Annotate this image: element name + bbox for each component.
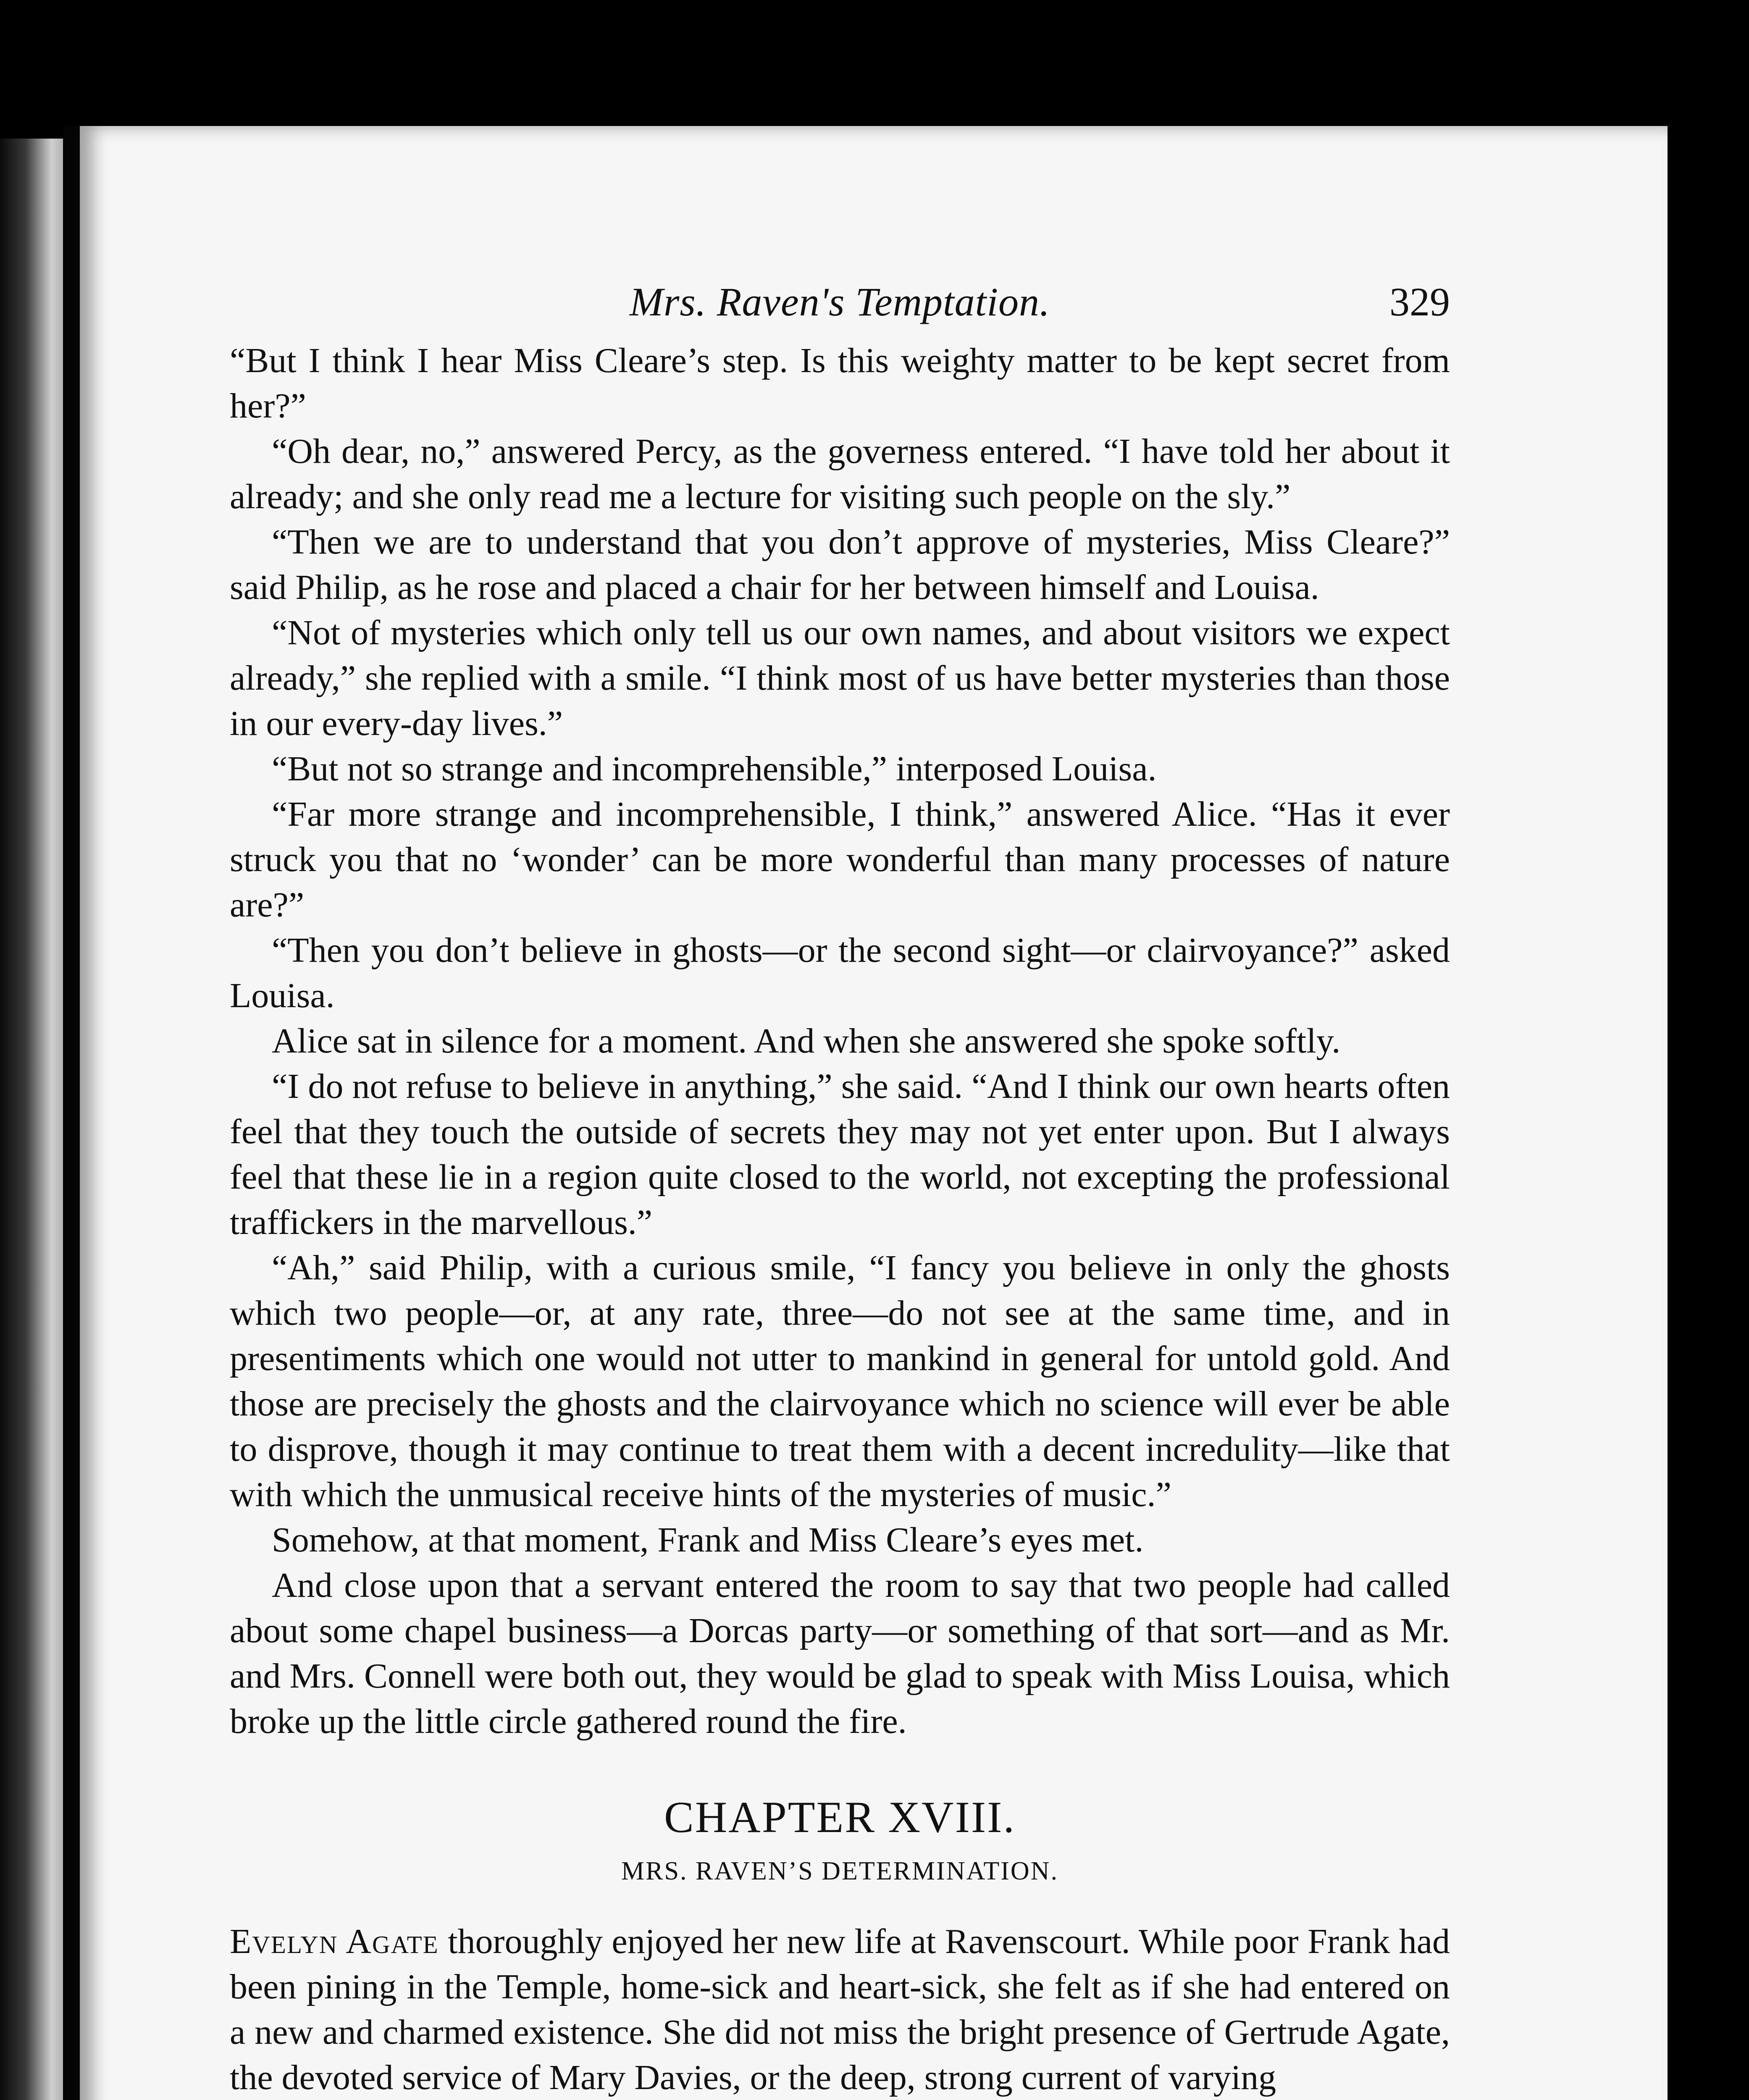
paragraph: “Not of mysteries which only tell us our own names, and about visitors we expect already,” she replied with a smile. “I think most of us have better mysteries than those in our every-day lives.” <box>230 613 1450 743</box>
paragraph: And close upon that a servant entered the room to say that two people had called about some chapel business—a Dorcas party—or something of that sort—and as Mr. and Mrs. Connell were both out, they would be glad to speak with Miss Louisa, which broke up the little circle gathered round the fire. <box>230 1566 1450 1741</box>
paragraph: “Then you don’t believe in ghosts—or the second sight—or clairvoyance?” asked Louisa. <box>230 931 1450 1015</box>
book-page <box>80 126 1668 2100</box>
paragraph: Alice sat in silence for a moment. And when she answered she spoke softly. <box>272 1021 1341 1060</box>
running-head <box>230 275 1450 338</box>
paragraph: “But not so strange and incomprehensible,” interposed Louisa. <box>272 749 1157 788</box>
paragraph: Somehow, at that moment, Frank and Miss Cleare’s eyes met. <box>272 1520 1144 1559</box>
chapter-opening-paragraph <box>230 1919 1450 2100</box>
page-text-block <box>230 275 1450 2100</box>
left-page-edge <box>0 139 74 2100</box>
paragraph: “Oh dear, no,” answered Percy, as the governess entered. “I have told her about it already; and she only read me a lecture for visiting such people on the sly.” <box>230 432 1450 516</box>
page-number: 329 <box>1389 279 1450 324</box>
running-title: Mrs. Raven's Temptation. <box>630 279 1050 324</box>
paragraph: “Far more strange and incomprehensible, I think,” answered Alice. “Has it ever struck you that no ‘wonder’ can be more wonderful than many processes of nature are?” <box>230 795 1450 924</box>
paragraph: “Then we are to understand that you don’t approve of mysteries, Miss Cleare?” said Philip, as he rose and placed a chair for her between himself and Louisa. <box>230 522 1450 607</box>
chapter-subtitle: MRS. RAVEN’S DETERMINATION. <box>621 1857 1058 1885</box>
chapter-opening-text: thoroughly enjoyed her new life at Ravenscourt. While poor Frank had been pining in the Temple, home-sick and heart-sick, she felt as if she had entered on a new and charmed existence. She did not miss the bright presence of Gertrude Agate, the devoted service of Mary Davies, or the deep, strong current of varying <box>230 1922 1450 2097</box>
paragraph: “Ah,” said Philip, with a curious smile, “I fancy you believe in only the ghosts which two people—or, at any rate, three—do not see at the same time, and in presentiments which one would not utter to mankind in general for untold gold. And those are precisely the ghosts and the clairvoyance which no science will ever be able to disprove, though it may continue to treat them with a decent incredulity—like that with which the unmusical receive hints of the mysteries of music.” <box>230 1248 1450 1514</box>
paragraph: “But I think I hear Miss Cleare’s step. Is this weighty matter to be kept secret from her?” <box>230 341 1450 425</box>
paragraph: “I do not refuse to believe in anything,” she said. “And I think our own hearts often feel that they touch the outside of secrets they may not yet enter upon. But I always feel that these lie in a region quite closed to the world, not excepting the professional traffickers in the marvellous.” <box>230 1067 1450 1242</box>
chapter-opening-smallcaps: Evelyn Agate <box>230 1922 439 1961</box>
chapter-heading: CHAPTER XVIII. <box>664 1793 1016 1842</box>
